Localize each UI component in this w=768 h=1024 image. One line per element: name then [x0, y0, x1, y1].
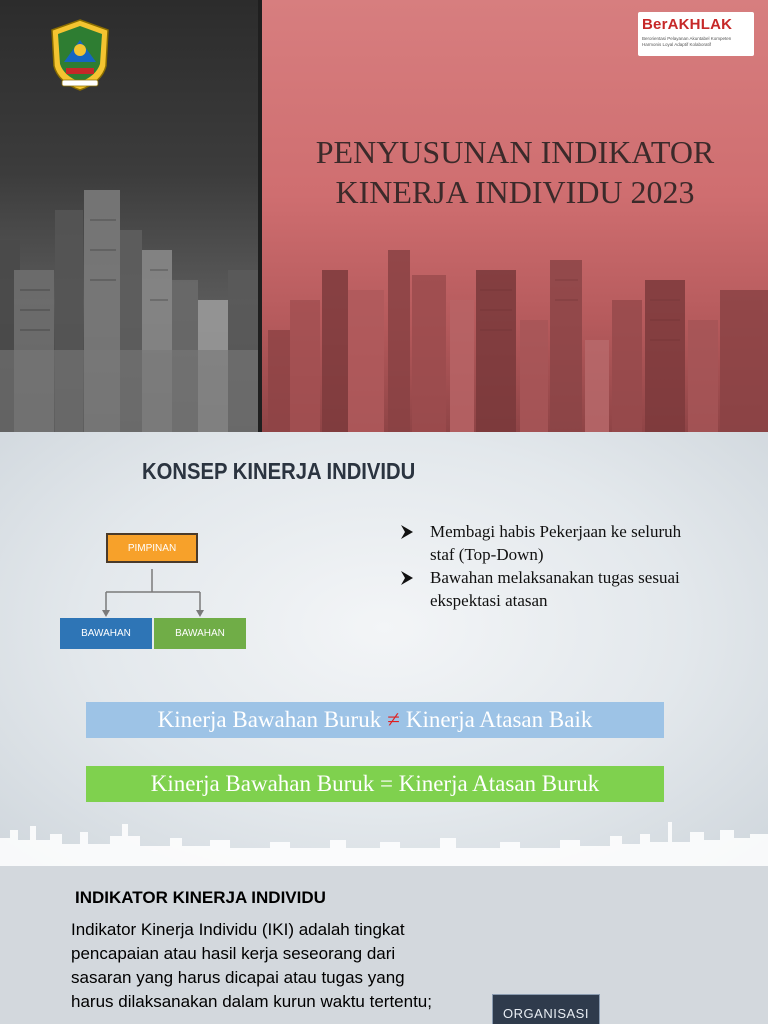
bullet-text: Bawahan melaksanakan tugas sesuai ekspektasi atasan [430, 568, 680, 610]
presentation-title [262, 132, 768, 212]
org-box-bawahan-1: BAWAHAN [60, 618, 152, 649]
arrowhead-bullet-icon [400, 524, 414, 540]
bullet-item [400, 520, 700, 566]
city-skyline-photo [0, 0, 768, 432]
title-slide [0, 0, 768, 432]
bullet-item [400, 566, 700, 612]
title-line-1: PENYUSUNAN INDIKATOR [315, 134, 715, 170]
title-line-2: KINERJA INDIVIDU 2023 [335, 174, 695, 210]
definition-text: Indikator Kinerja Individu (IKI) adalah tingkat pencapaian atau hasil kerja seseorang dari sasaran yang harus dicapai atau tugas yang harus dilaksanakan dalam kurun waktu tertentu; [71, 920, 432, 1011]
provincial-emblem-icon [46, 18, 114, 94]
berakhlak-logo-text: BerAKHLAK [642, 16, 733, 33]
panel-divider [258, 0, 262, 432]
berakhlak-logo [638, 12, 754, 56]
organisasi-box: ORGANISASI [492, 994, 600, 1024]
bullet-text: Membagi habis Pekerjaan ke seluruh staf (Top-Down) [430, 522, 682, 564]
berakhlak-logo-tagline: Berorientasi Pelayanan Akuntabel Kompeten Harmonis Loyal Adaptif Kolaboratif [642, 36, 732, 47]
city-skyline-silhouette [0, 816, 768, 866]
not-equal-symbol: ≠ [387, 707, 400, 732]
org-box-bawahan-2: BAWAHAN [154, 618, 246, 649]
statement-right: Kinerja Atasan Baik [405, 707, 593, 732]
slide-title: KONSEP KINERJA INDIVIDU [142, 458, 416, 484]
org-box-pimpinan: PIMPINAN [106, 533, 198, 563]
iki-definition-slide [0, 866, 768, 1024]
slide-title: INDIKATOR KINERJA INDIVIDU [75, 888, 326, 907]
bullet-list [400, 520, 700, 612]
statement-left: Kinerja Bawahan Buruk [157, 707, 382, 732]
concept-slide [0, 432, 768, 866]
statement-not-equal [86, 702, 664, 738]
arrowhead-bullet-icon [400, 570, 414, 586]
statement-equal: Kinerja Bawahan Buruk = Kinerja Atasan Buruk [86, 766, 664, 802]
